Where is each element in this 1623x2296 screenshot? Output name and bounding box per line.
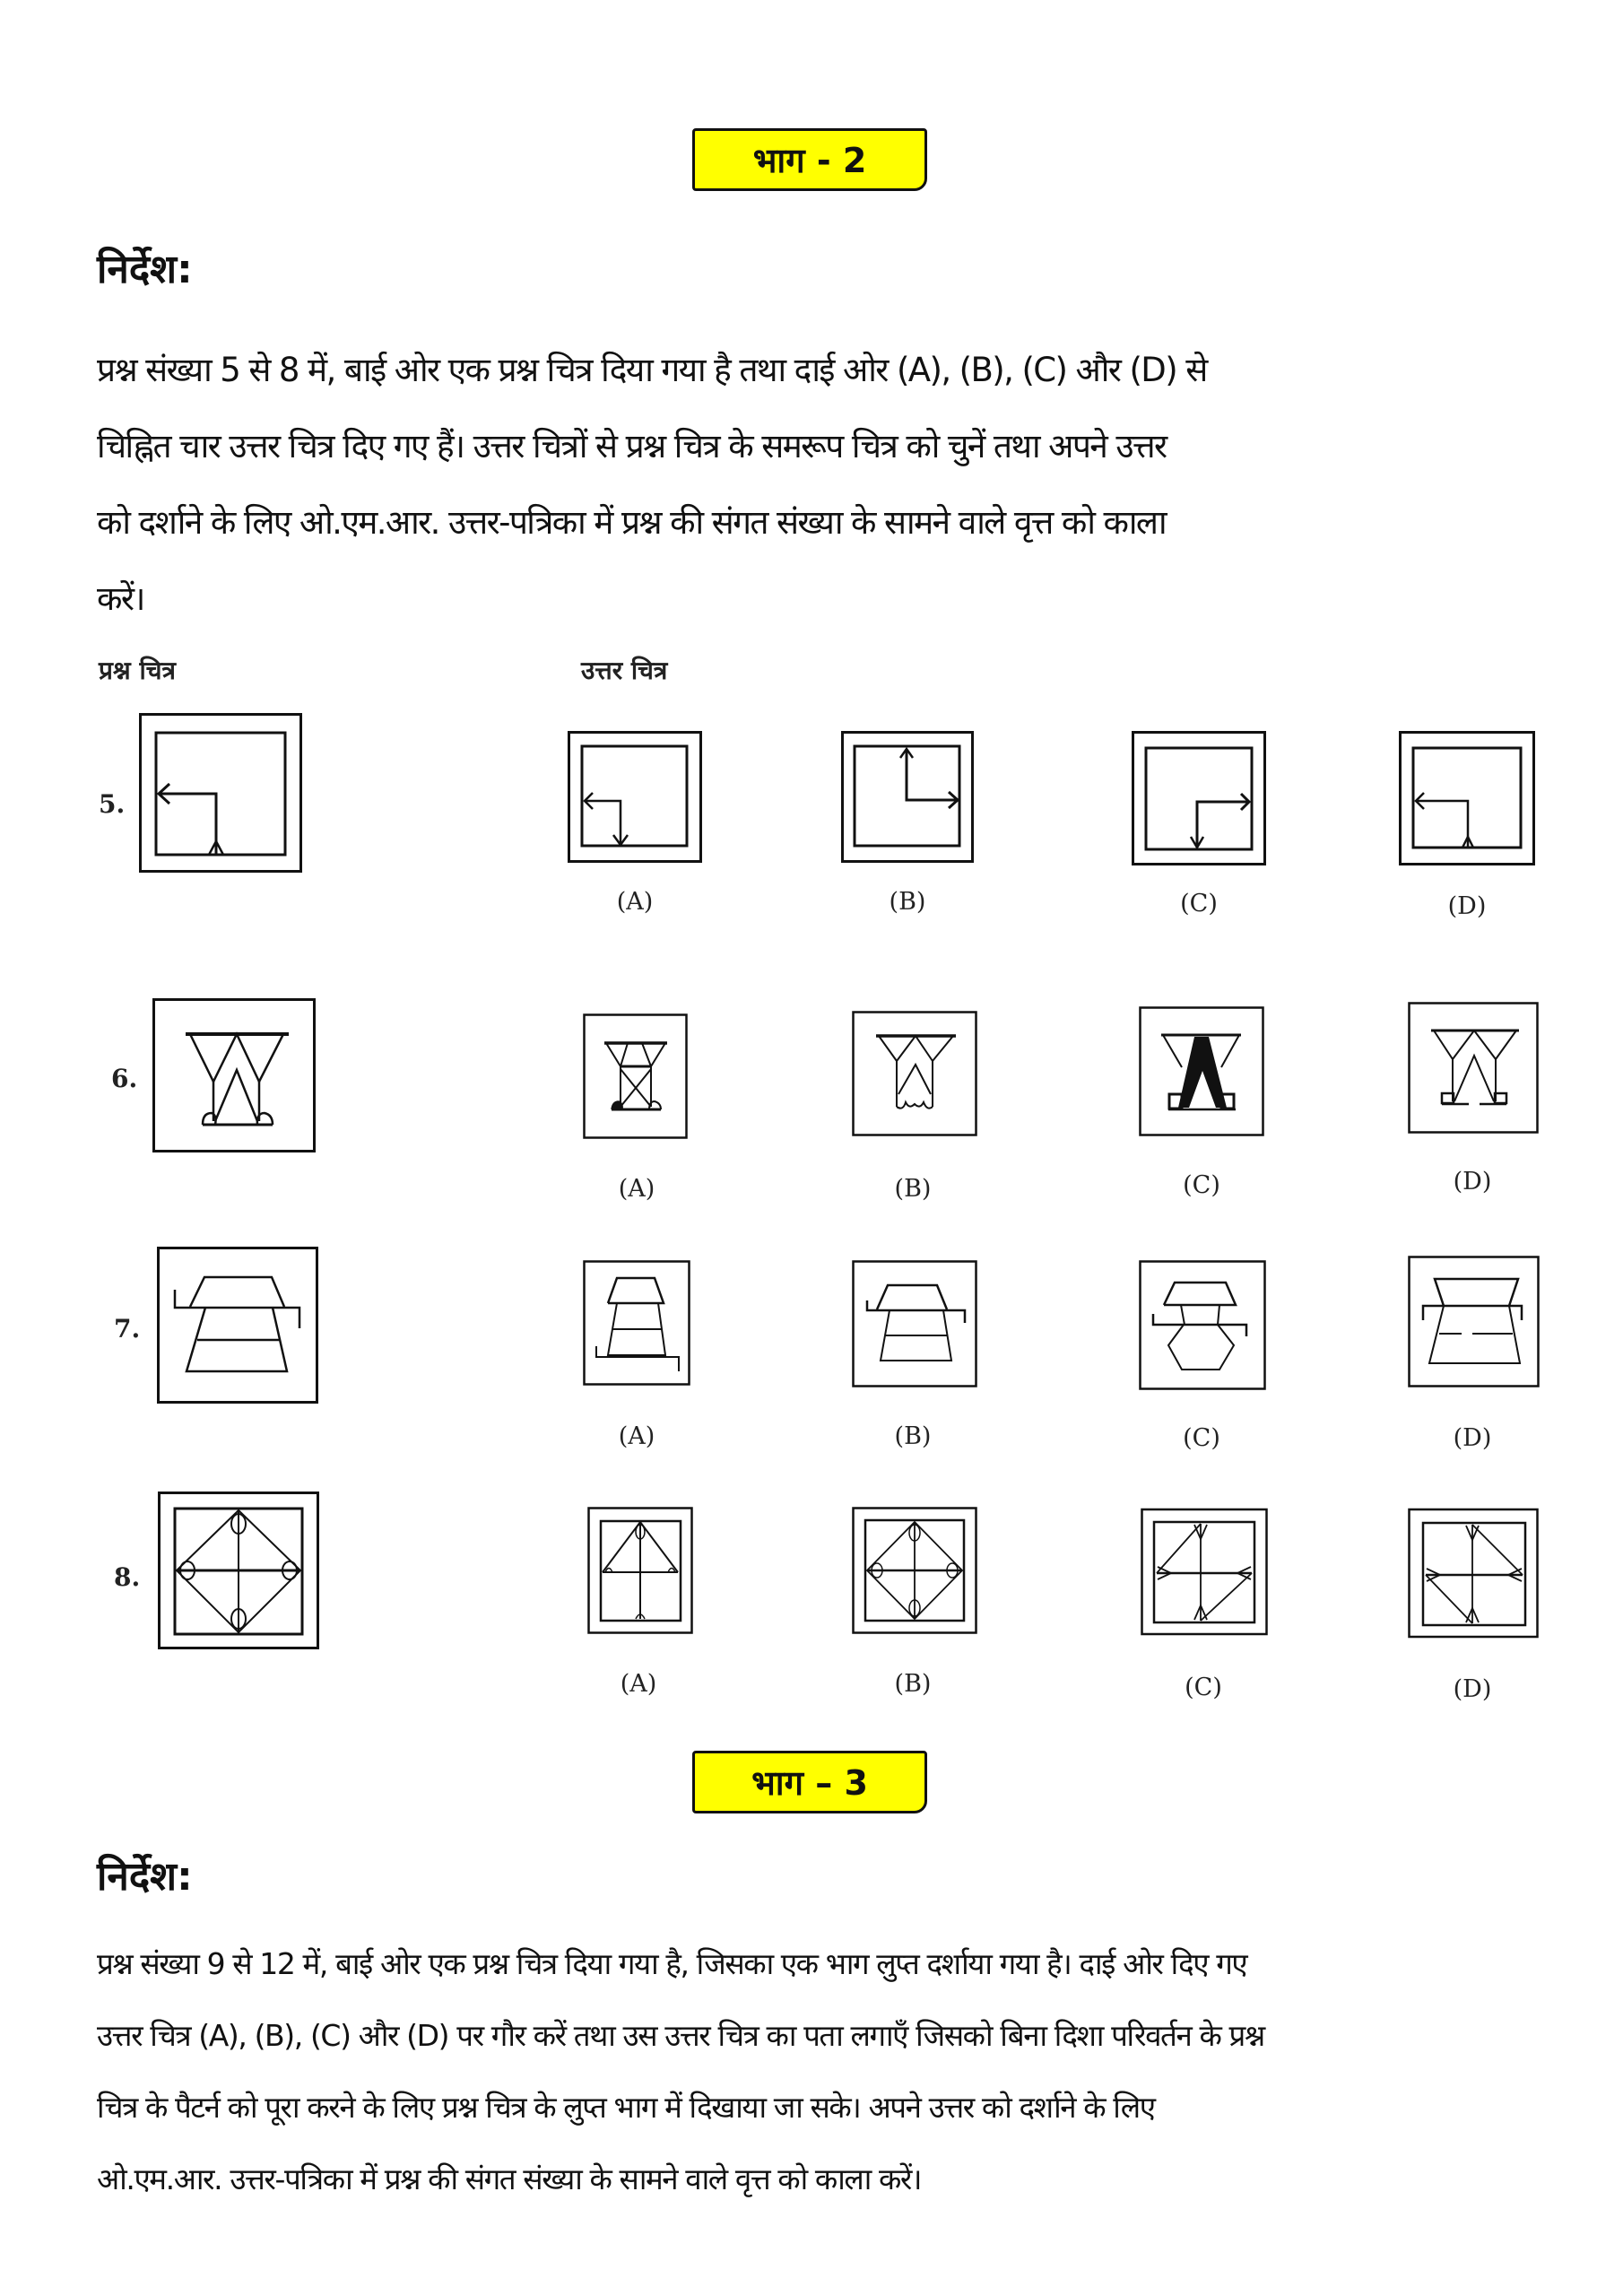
q8-option-d-figure[interactable]: [1408, 1507, 1539, 1639]
q6-option-c-figure[interactable]: [1139, 1006, 1264, 1136]
option-label: (A): [618, 1175, 655, 1203]
q8-option-c-figure[interactable]: [1141, 1507, 1268, 1638]
option-label: (B): [894, 1670, 932, 1698]
option-label: (B): [894, 1175, 932, 1203]
option-label: (C): [1183, 1171, 1220, 1199]
option-label: (D): [1453, 1675, 1492, 1703]
q8-question-figure: [158, 1492, 319, 1649]
option-label: (B): [889, 888, 926, 916]
answer-figure-label: उत्तर चित्र: [581, 656, 668, 685]
question-number: 7.: [114, 1314, 141, 1344]
part-2-badge: भाग - 2: [692, 128, 927, 191]
part-2-directions-heading: निर्देश:: [97, 247, 193, 292]
q6-question-figure: [152, 998, 316, 1152]
q5-option-d-figure[interactable]: [1399, 731, 1535, 865]
option-label: (C): [1180, 890, 1218, 918]
q5-option-c-figure[interactable]: [1132, 731, 1266, 865]
directions-line: प्रश्न संख्या 5 से 8 में, बाई ओर एक प्रश्न चित्र दिया गया है तथा दाई ओर (A), (B), (C) और (D) से: [97, 351, 1207, 389]
q7-question-figure: [157, 1247, 318, 1404]
q7-option-c-figure[interactable]: [1139, 1260, 1266, 1390]
part-3-directions-text: [97, 1928, 1264, 2215]
option-label: (A): [618, 1422, 655, 1450]
option-label: (B): [894, 1422, 932, 1450]
option-label: (C): [1183, 1424, 1220, 1452]
q6-option-d-figure[interactable]: [1408, 1002, 1539, 1134]
q7-option-d-figure[interactable]: [1408, 1256, 1540, 1387]
q7-option-b-figure[interactable]: [852, 1260, 977, 1387]
q6-option-b-figure[interactable]: [852, 1011, 977, 1136]
q6-option-a-figure[interactable]: [583, 1013, 688, 1139]
option-label: (D): [1453, 1168, 1492, 1196]
q5-option-a-figure[interactable]: [568, 731, 702, 863]
question-number: 8.: [114, 1562, 141, 1592]
option-label: (A): [620, 1670, 657, 1698]
q8-option-b-figure[interactable]: [852, 1507, 977, 1634]
option-label: (A): [616, 888, 654, 916]
q7-option-a-figure[interactable]: [583, 1260, 690, 1386]
directions-line: करें।: [97, 579, 144, 618]
directions-line: चित्र के पैटर्न को पूरा करने के लिए प्रश्न चित्र के लुप्त भाग में दिखाया जा सके। अपने उत्तर को दर्शाने के लिए: [97, 2090, 1155, 2125]
question-figure-label: प्रश्न चित्र: [99, 656, 176, 685]
directions-line: को दर्शाने के लिए ओ.एम.आर. उत्तर-पत्रिका में प्रश्न की संगत संख्या के सामने वाले वृत्त को काला: [97, 503, 1166, 542]
q8-option-a-figure[interactable]: [587, 1507, 693, 1634]
q5-question-figure: [139, 713, 302, 873]
part-3-directions-heading: निर्देश:: [97, 1854, 193, 1900]
part-2-directions-text: [97, 332, 1207, 637]
part-3-badge: भाग – 3: [692, 1751, 927, 1813]
question-number: 6.: [111, 1064, 138, 1093]
directions-line: चिह्नित चार उत्तर चित्र दिए गए हैं। उत्तर चित्रों से प्रश्न चित्र के समरूप चित्र को चुनें तथा अपने उत्तर: [97, 427, 1167, 465]
q5-option-b-figure[interactable]: [841, 731, 974, 863]
directions-line: प्रश्न संख्या 9 से 12 में, बाई ओर एक प्रश्न चित्र दिया गया है, जिसका एक भाग लुप्त दर्शाया गया है। दाई ओर दिए गए: [97, 1946, 1247, 1981]
option-label: (C): [1185, 1674, 1222, 1701]
option-label: (D): [1453, 1424, 1492, 1452]
directions-line: उत्तर चित्र (A), (B), (C) और (D) पर गौर करें तथा उस उत्तर चित्र का पता लगाएँ जिसको बिना दिशा परिवर्तन के प्रश्न: [97, 2018, 1264, 2053]
option-label: (D): [1447, 892, 1487, 920]
question-number: 5.: [99, 789, 126, 819]
directions-line: ओ.एम.आर. उत्तर-पत्रिका में प्रश्न की संगत संख्या के सामने वाले वृत्त को काला करें।: [97, 2161, 922, 2196]
